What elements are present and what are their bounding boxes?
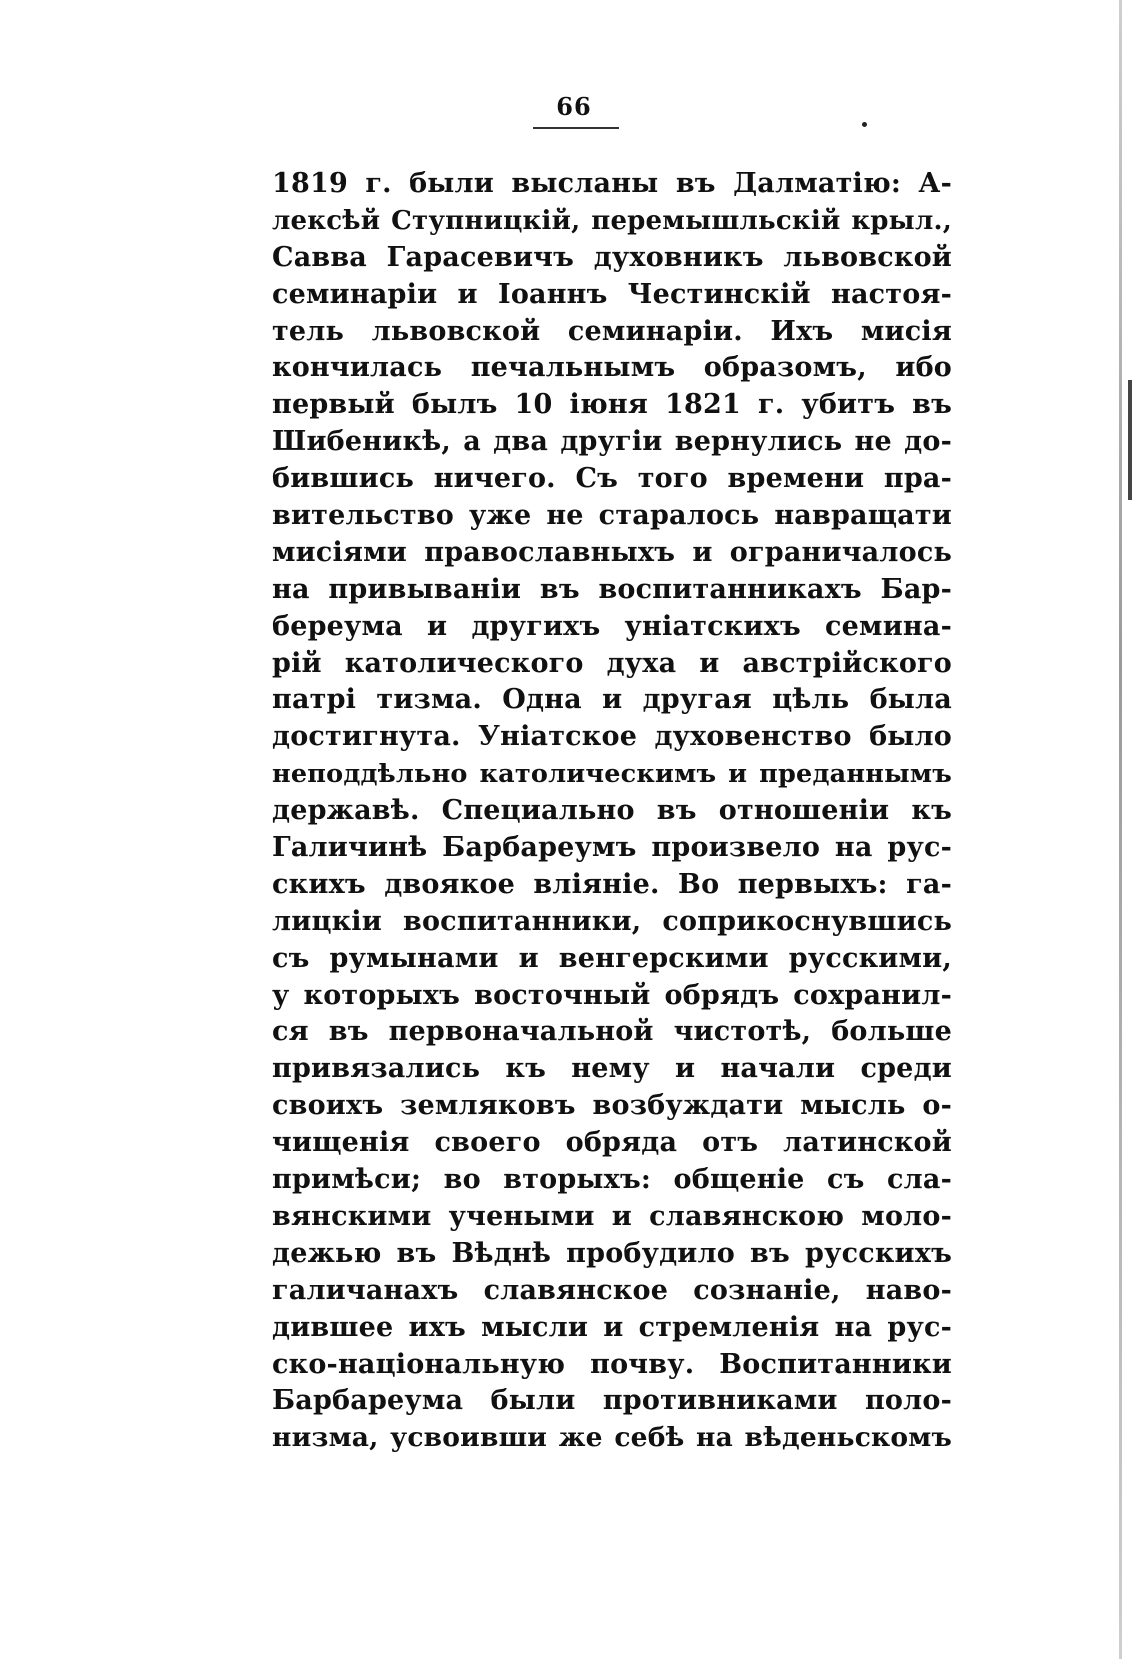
text-line: патрі тизма. Одна и другая цѣль была [272,684,952,716]
text-line: низма, усвоивши же себѣ на вѣденьскомъ [272,1422,952,1454]
text-line: Галичинѣ Барбареумъ произвело на рус- [272,832,952,864]
text-line: береума и другихъ уніатскихъ семина- [272,610,952,642]
scan-edge-line [1119,0,1122,1659]
text-line: дившее ихъ мысли и стремленія на рус- [272,1311,952,1343]
text-line: ся въ первоначальной чистотѣ, больше [272,1016,952,1048]
text-line: у которыхъ восточный обрядъ сохранил- [272,979,952,1011]
text-line: вянскими учеными и славянскою моло- [272,1200,952,1232]
text-line: достигнута. Уніатское духовенство было [272,721,952,753]
text-line: рій католического духа и австрійского [272,647,952,679]
text-line: ско-національную почву. Воспитанники [272,1348,952,1380]
header-rule [533,127,619,129]
body-text [272,166,952,1457]
text-line: семинаріи и Іоаннъ Честинскій настоя- [272,278,952,310]
text-line: на привыванiи въ воспитанникахъ Бар- [272,573,952,605]
text-line: лицкіи воспитанники, соприкоснувшись [272,905,952,937]
page-header [0,92,1140,129]
text-line: Барбареума были противниками поло- [272,1385,952,1417]
text-line: чищенія своего обряда отъ латинской [272,1127,952,1159]
text-line: съ румынами и венгерскими русскими, [272,942,952,974]
ink-speck [862,122,867,127]
text-line: своихъ земляковъ возбуждати мысль о- [272,1090,952,1122]
text-line: неподдѣльно католическимъ и преданнымъ [272,759,952,790]
text-line: дежью въ Вѣднѣ пробудило въ русскихъ [272,1237,952,1269]
text-line: бившись ничего. Съ того времени пра- [272,463,952,495]
text-line: державѣ. Специально въ отношеніи къ [272,795,952,827]
text-line: мисіями православныхъ и ограничалось [272,536,952,568]
page-number: 66 [556,92,592,121]
text-line: 1819 г. были высланы въ Далматію: А- [272,168,952,199]
text-line: скихъ двоякое вліяніе. Во первыхъ: га- [272,868,952,900]
scan-edge-mark [1128,380,1132,500]
text-line: кончилась печальнымъ образомъ, ибо [272,352,952,384]
text-line: примѣси; во вторыхъ: общеніе съ сла- [272,1164,952,1196]
text-line: вительство уже не старалось навращати [272,500,952,532]
text-line: тель львовской семинаріи. Ихъ мисія [272,315,952,347]
text-line: Савва Гарасевичъ духовникъ львовской [272,241,952,273]
text-line: привязались къ нему и начали среди [272,1053,952,1085]
text-line: галичанахъ славянское сознаніе, наво- [272,1274,952,1306]
text-line: первый былъ 10 іюня 1821 г. убитъ въ [272,389,952,421]
text-line: лексѣй Ступницкій, перемышльскій крыл., [272,205,952,236]
text-line: Шибеникѣ, а два другіи вернулись не до- [272,426,952,458]
